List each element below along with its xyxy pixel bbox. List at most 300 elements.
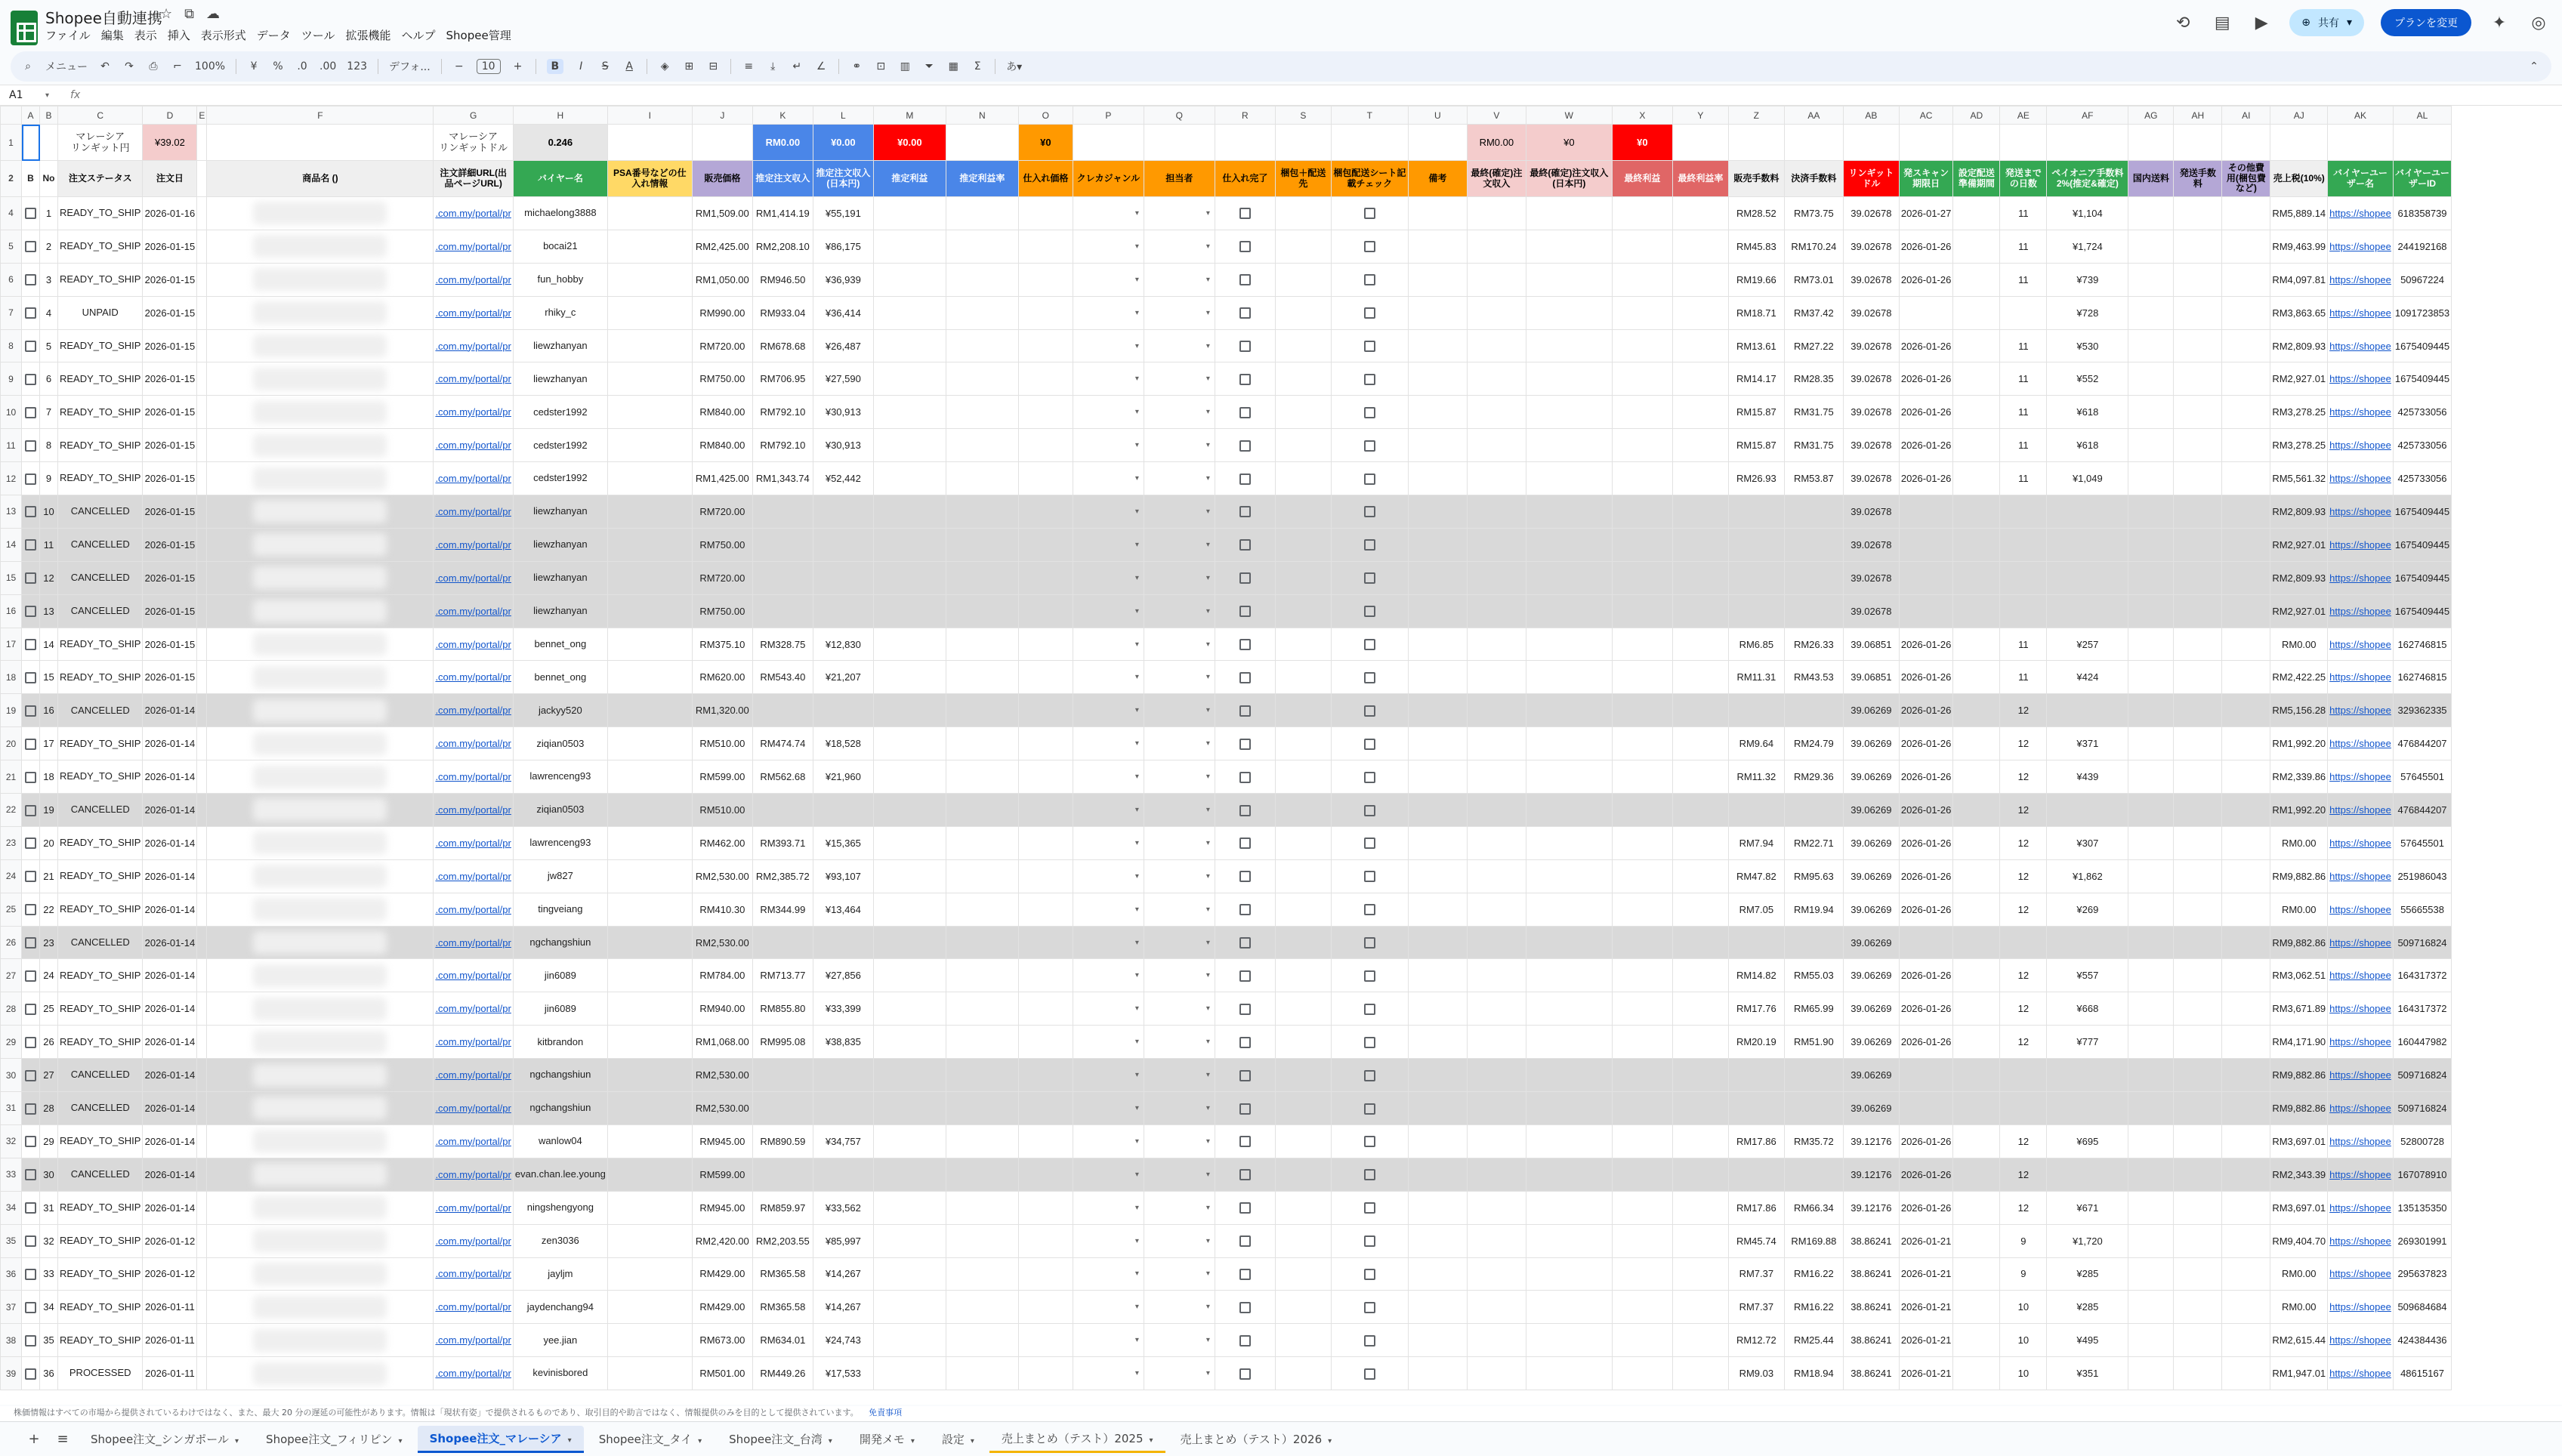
buyer-profile-link[interactable]: https://shopee: [2328, 926, 2394, 959]
sale-price[interactable]: RM410.30: [692, 893, 752, 926]
checkbox[interactable]: [1364, 307, 1375, 319]
order-url[interactable]: .com.my/portal/pr: [434, 462, 513, 495]
final-income[interactable]: [1467, 230, 1526, 263]
buyer-user-id[interactable]: 618358739: [2393, 197, 2451, 230]
sheet-tab[interactable]: [418, 1426, 584, 1453]
order-status[interactable]: READY_TO_SHIP: [58, 727, 143, 760]
remarks[interactable]: [1408, 727, 1467, 760]
cell[interactable]: [197, 462, 207, 495]
package-destination[interactable]: [1275, 794, 1331, 827]
final-profit-rate[interactable]: [1672, 1324, 1728, 1357]
payoneer-fee[interactable]: [2047, 594, 2128, 628]
order-url[interactable]: .com.my/portal/pr: [434, 561, 513, 594]
order-no[interactable]: 30: [40, 1158, 58, 1191]
row-checkbox-cell[interactable]: [22, 396, 40, 429]
shipping-prep-period[interactable]: [1953, 230, 2000, 263]
sheet-tab[interactable]: [254, 1427, 415, 1451]
column-header[interactable]: AJ: [2270, 106, 2328, 125]
order-date[interactable]: 2026-01-14: [143, 727, 197, 760]
align-horizontal-icon[interactable]: ≡: [744, 60, 754, 72]
checkbox[interactable]: [1239, 1169, 1251, 1180]
packing-sheet-check-cell[interactable]: [1331, 429, 1408, 462]
est-profit[interactable]: [873, 329, 946, 362]
sales-tax[interactable]: RM3,697.01: [2270, 1124, 2328, 1158]
document-title[interactable]: Shopee自動連携: [45, 9, 162, 27]
row-header[interactable]: 23: [1, 826, 22, 859]
est-income[interactable]: [752, 926, 813, 959]
remarks[interactable]: [1408, 197, 1467, 230]
checkbox[interactable]: [1364, 606, 1375, 617]
card-genre-dropdown[interactable]: [1073, 1257, 1144, 1291]
purchase-price[interactable]: [1018, 1224, 1073, 1257]
order-status[interactable]: CANCELLED: [58, 561, 143, 594]
purchase-price[interactable]: [1018, 893, 1073, 926]
payment-fee[interactable]: RM51.90: [1784, 1026, 1843, 1059]
est-income[interactable]: RM1,414.19: [752, 197, 813, 230]
order-url[interactable]: .com.my/portal/pr: [434, 594, 513, 628]
insert-comment-icon[interactable]: ⊡: [876, 60, 886, 72]
ringgit-dollar-rate[interactable]: 39.06269: [1843, 926, 1899, 959]
remarks[interactable]: [1408, 561, 1467, 594]
final-income-jpy[interactable]: [1526, 893, 1612, 926]
shipping-fee[interactable]: [2174, 1092, 2222, 1125]
purchase-price[interactable]: [1018, 230, 1073, 263]
packing-sheet-check-cell[interactable]: [1331, 694, 1408, 727]
order-url[interactable]: .com.my/portal/pr: [434, 694, 513, 727]
package-destination[interactable]: [1275, 1291, 1331, 1324]
merge-cells-icon[interactable]: ⊟: [708, 60, 718, 72]
order-url[interactable]: .com.my/portal/pr: [434, 992, 513, 1026]
ringgit-dollar-rate[interactable]: 39.02678: [1843, 296, 1899, 329]
sales-fee[interactable]: RM17.86: [1728, 1191, 1784, 1224]
chevron-down-icon[interactable]: ▾: [1134, 1103, 1139, 1112]
est-income-jpy[interactable]: ¥86,175: [813, 230, 873, 263]
sales-tax[interactable]: RM3,671.89: [2270, 992, 2328, 1026]
package-destination[interactable]: [1275, 462, 1331, 495]
row-checkbox-cell[interactable]: [22, 462, 40, 495]
shipping-fee[interactable]: [2174, 926, 2222, 959]
est-profit-rate[interactable]: [946, 794, 1018, 827]
other-costs[interactable]: [2222, 727, 2270, 760]
shipping-prep-period[interactable]: [1953, 362, 2000, 396]
sales-tax[interactable]: RM4,097.81: [2270, 263, 2328, 296]
assignee-dropdown[interactable]: [1144, 296, 1215, 329]
checkbox[interactable]: [1239, 1136, 1251, 1147]
buyer-user-id[interactable]: 425733056: [2393, 396, 2451, 429]
est-income-jpy[interactable]: ¥33,562: [813, 1191, 873, 1224]
order-no[interactable]: 34: [40, 1291, 58, 1324]
order-url[interactable]: .com.my/portal/pr: [434, 1257, 513, 1291]
row-header[interactable]: 16: [1, 594, 22, 628]
days-until-shipment[interactable]: [2000, 561, 2047, 594]
order-status[interactable]: CANCELLED: [58, 1092, 143, 1125]
domestic-shipping[interactable]: [2128, 694, 2174, 727]
row-checkbox-cell[interactable]: [22, 594, 40, 628]
packing-sheet-check-cell[interactable]: [1331, 893, 1408, 926]
psa-info[interactable]: [607, 760, 692, 794]
row-header[interactable]: 17: [1, 628, 22, 661]
order-no[interactable]: 24: [40, 959, 58, 992]
row-header[interactable]: 11: [1, 429, 22, 462]
est-income-jpy[interactable]: [813, 794, 873, 827]
final-income-jpy[interactable]: [1526, 1324, 1612, 1357]
order-url[interactable]: .com.my/portal/pr: [434, 1026, 513, 1059]
card-genre-dropdown[interactable]: [1073, 727, 1144, 760]
add-sheet-icon[interactable]: +: [28, 1431, 40, 1447]
buyer-name[interactable]: michaelong3888: [513, 197, 607, 230]
domestic-shipping[interactable]: [2128, 197, 2174, 230]
ringgit-dollar-rate[interactable]: 39.02678: [1843, 594, 1899, 628]
product-name-redacted[interactable]: [207, 462, 434, 495]
order-url[interactable]: .com.my/portal/pr: [434, 1059, 513, 1092]
column-title[interactable]: 発送までの日数: [2000, 161, 2047, 197]
checkbox[interactable]: [25, 1070, 36, 1081]
cell[interactable]: [197, 1324, 207, 1357]
purchase-done-cell[interactable]: [1215, 859, 1275, 893]
column-title[interactable]: 決済手数料: [1784, 161, 1843, 197]
card-genre-dropdown[interactable]: [1073, 859, 1144, 893]
payoneer-fee[interactable]: ¥695: [2047, 1124, 2128, 1158]
order-url[interactable]: .com.my/portal/pr: [434, 628, 513, 661]
shipping-fee[interactable]: [2174, 959, 2222, 992]
final-profit[interactable]: [1612, 561, 1672, 594]
scan-deadline[interactable]: [1899, 495, 1953, 529]
sales-fee[interactable]: [1728, 1158, 1784, 1191]
checkbox[interactable]: [1364, 1368, 1375, 1380]
currency-format-button[interactable]: ¥: [250, 60, 258, 72]
buyer-profile-link[interactable]: https://shopee: [2328, 594, 2394, 628]
final-income-jpy[interactable]: [1526, 296, 1612, 329]
est-income-jpy[interactable]: [813, 1092, 873, 1125]
column-title[interactable]: PSA番号などの仕入れ情報: [607, 161, 692, 197]
checkbox[interactable]: [1239, 606, 1251, 617]
final-income[interactable]: [1467, 528, 1526, 561]
checkbox[interactable]: [1364, 805, 1375, 816]
remarks[interactable]: [1408, 992, 1467, 1026]
checkbox[interactable]: [25, 241, 36, 252]
purchase-price[interactable]: [1018, 926, 1073, 959]
payment-fee[interactable]: RM73.75: [1784, 197, 1843, 230]
buyer-user-id[interactable]: 52800728: [2393, 1124, 2451, 1158]
menu-item[interactable]: 拡張機能: [345, 29, 391, 42]
buyer-name[interactable]: ziqian0503: [513, 794, 607, 827]
redo-icon[interactable]: ↷: [125, 60, 134, 72]
ringgit-dollar-rate[interactable]: 39.02678: [1843, 462, 1899, 495]
collapse-toolbar-icon[interactable]: ⌃: [2530, 60, 2539, 72]
domestic-shipping[interactable]: [2128, 263, 2174, 296]
payoneer-fee[interactable]: [2047, 926, 2128, 959]
final-income[interactable]: [1467, 462, 1526, 495]
final-income-jpy[interactable]: [1526, 1291, 1612, 1324]
shipping-fee[interactable]: [2174, 1257, 2222, 1291]
row-header[interactable]: 15: [1, 561, 22, 594]
remarks[interactable]: [1408, 893, 1467, 926]
ringgit-dollar-rate[interactable]: 39.02678: [1843, 362, 1899, 396]
row-header[interactable]: 22: [1, 794, 22, 827]
final-profit[interactable]: [1612, 197, 1672, 230]
buyer-user-id[interactable]: 162746815: [2393, 628, 2451, 661]
buyer-user-id[interactable]: 1091723853: [2393, 296, 2451, 329]
payoneer-fee[interactable]: [2047, 528, 2128, 561]
sales-tax[interactable]: RM3,278.25: [2270, 396, 2328, 429]
shipping-prep-period[interactable]: [1953, 495, 2000, 529]
chevron-down-icon[interactable]: ▾: [1134, 1269, 1139, 1279]
est-income-jpy[interactable]: [813, 495, 873, 529]
est-income-jpy[interactable]: [813, 926, 873, 959]
packing-sheet-check-cell[interactable]: [1331, 1092, 1408, 1125]
checkbox[interactable]: [1239, 572, 1251, 584]
final-income[interactable]: [1467, 1158, 1526, 1191]
column-title[interactable]: 注文詳細URL(出品ページURL): [434, 161, 513, 197]
order-date[interactable]: 2026-01-14: [143, 1092, 197, 1125]
buyer-name[interactable]: wanlow04: [513, 1124, 607, 1158]
comments-icon[interactable]: ▤: [2214, 13, 2230, 32]
row-header[interactable]: 1: [1, 125, 22, 161]
menu-item[interactable]: 編集: [100, 29, 124, 42]
column-title[interactable]: 販売価格: [692, 161, 752, 197]
buyer-name[interactable]: rhiky_c: [513, 296, 607, 329]
order-status[interactable]: CANCELLED: [58, 694, 143, 727]
assignee-dropdown[interactable]: [1144, 263, 1215, 296]
order-no[interactable]: 22: [40, 893, 58, 926]
checkbox[interactable]: [1239, 1335, 1251, 1346]
chevron-down-icon[interactable]: ▾: [1134, 640, 1139, 649]
cell[interactable]: [197, 859, 207, 893]
sales-tax[interactable]: RM9,882.86: [2270, 1059, 2328, 1092]
column-title[interactable]: [197, 161, 207, 197]
final-profit-rate[interactable]: [1672, 263, 1728, 296]
row-checkbox-cell[interactable]: [22, 528, 40, 561]
psa-info[interactable]: [607, 1092, 692, 1125]
column-title[interactable]: 注文ステータス: [58, 161, 143, 197]
order-status[interactable]: READY_TO_SHIP: [58, 1026, 143, 1059]
checkbox[interactable]: [25, 1368, 36, 1380]
est-profit-rate[interactable]: [946, 760, 1018, 794]
assignee-dropdown[interactable]: [1144, 429, 1215, 462]
column-title[interactable]: 設定配送準備期間: [1953, 161, 2000, 197]
row-header[interactable]: 12: [1, 462, 22, 495]
shipping-prep-period[interactable]: [1953, 859, 2000, 893]
order-status[interactable]: READY_TO_SHIP: [58, 628, 143, 661]
final-income-jpy[interactable]: [1526, 462, 1612, 495]
buyer-name[interactable]: bocai21: [513, 230, 607, 263]
final-profit[interactable]: [1612, 628, 1672, 661]
product-name-redacted[interactable]: [207, 694, 434, 727]
align-vertical-icon[interactable]: ⤓: [770, 60, 776, 72]
buyer-name[interactable]: fun_hobby: [513, 263, 607, 296]
row-header[interactable]: 32: [1, 1124, 22, 1158]
sales-fee[interactable]: RM28.52: [1728, 197, 1784, 230]
buyer-profile-link[interactable]: https://shopee: [2328, 760, 2394, 794]
product-name-redacted[interactable]: [207, 230, 434, 263]
menu-item[interactable]: 挿入: [167, 29, 190, 42]
order-no[interactable]: 6: [40, 362, 58, 396]
column-header[interactable]: D: [143, 106, 197, 125]
final-profit[interactable]: [1612, 1124, 1672, 1158]
purchase-price[interactable]: [1018, 1158, 1073, 1191]
checkbox[interactable]: [1239, 1070, 1251, 1081]
payoneer-fee[interactable]: [2047, 794, 2128, 827]
row-header[interactable]: 21: [1, 760, 22, 794]
payoneer-fee[interactable]: ¥1,104: [2047, 197, 2128, 230]
package-destination[interactable]: [1275, 826, 1331, 859]
chevron-down-icon[interactable]: ▾: [1205, 1071, 1210, 1080]
psa-info[interactable]: [607, 859, 692, 893]
other-costs[interactable]: [2222, 661, 2270, 694]
sales-tax[interactable]: RM0.00: [2270, 893, 2328, 926]
final-income-jpy[interactable]: [1526, 263, 1612, 296]
est-income-jpy[interactable]: ¥24,743: [813, 1324, 873, 1357]
row-checkbox-cell[interactable]: [22, 495, 40, 529]
domestic-shipping[interactable]: [2128, 992, 2174, 1026]
shipping-prep-period[interactable]: [1953, 992, 2000, 1026]
est-profit-rate[interactable]: [946, 561, 1018, 594]
row-checkbox-cell[interactable]: [22, 926, 40, 959]
domestic-shipping[interactable]: [2128, 1324, 2174, 1357]
scan-deadline[interactable]: 2026-01-26: [1899, 859, 1953, 893]
buyer-user-id[interactable]: 509716824: [2393, 1092, 2451, 1125]
cell[interactable]: [946, 125, 1018, 161]
assignee-dropdown[interactable]: [1144, 594, 1215, 628]
payoneer-fee[interactable]: [2047, 1059, 2128, 1092]
order-no[interactable]: 2: [40, 230, 58, 263]
shipping-prep-period[interactable]: [1953, 926, 2000, 959]
chevron-down-icon[interactable]: ▾: [1134, 540, 1139, 549]
row-header[interactable]: 38: [1, 1324, 22, 1357]
column-header[interactable]: AB: [1843, 106, 1899, 125]
row-header[interactable]: 31: [1, 1092, 22, 1125]
ringgit-dollar-rate[interactable]: 39.02678: [1843, 495, 1899, 529]
ringgit-dollar-rate[interactable]: 39.06269: [1843, 694, 1899, 727]
row-header[interactable]: 9: [1, 362, 22, 396]
cell[interactable]: [197, 263, 207, 296]
scan-deadline[interactable]: 2026-01-26: [1899, 628, 1953, 661]
checkbox[interactable]: [1239, 341, 1251, 352]
ringgit-dollar-rate[interactable]: 38.86241: [1843, 1324, 1899, 1357]
input-tools-icon[interactable]: あ▾: [1006, 61, 1023, 73]
buyer-name[interactable]: bennet_ong: [513, 661, 607, 694]
sale-price[interactable]: RM940.00: [692, 992, 752, 1026]
order-url[interactable]: .com.my/portal/pr: [434, 661, 513, 694]
est-profit-rate[interactable]: [946, 628, 1018, 661]
buyer-name[interactable]: jw827: [513, 859, 607, 893]
psa-info[interactable]: [607, 561, 692, 594]
packing-sheet-check-cell[interactable]: [1331, 1124, 1408, 1158]
domestic-shipping[interactable]: [2128, 396, 2174, 429]
checkbox[interactable]: [1239, 838, 1251, 849]
row-header[interactable]: 29: [1, 1026, 22, 1059]
order-date[interactable]: 2026-01-14: [143, 1059, 197, 1092]
checkbox[interactable]: [25, 937, 36, 949]
est-profit-rate[interactable]: [946, 230, 1018, 263]
purchase-done-cell[interactable]: [1215, 826, 1275, 859]
chevron-down-icon[interactable]: ▾: [1134, 606, 1139, 615]
psa-info[interactable]: [607, 1357, 692, 1390]
checkbox[interactable]: [1239, 871, 1251, 882]
checkbox[interactable]: [25, 1004, 36, 1015]
days-until-shipment[interactable]: [2000, 528, 2047, 561]
package-destination[interactable]: [1275, 1224, 1331, 1257]
payoneer-fee[interactable]: ¥618: [2047, 429, 2128, 462]
order-no[interactable]: 18: [40, 760, 58, 794]
payoneer-fee[interactable]: [2047, 1158, 2128, 1191]
buyer-profile-link[interactable]: https://shopee: [2328, 495, 2394, 529]
final-profit[interactable]: [1612, 661, 1672, 694]
filter-views-icon[interactable]: ▦: [948, 60, 958, 72]
chevron-down-icon[interactable]: ▾: [1205, 375, 1210, 384]
order-date[interactable]: 2026-01-11: [143, 1357, 197, 1390]
search-menu-icon[interactable]: ⌕: [25, 60, 31, 72]
scan-deadline[interactable]: 2026-01-26: [1899, 1026, 1953, 1059]
column-header[interactable]: AF: [2047, 106, 2128, 125]
domestic-shipping[interactable]: [2128, 826, 2174, 859]
sale-price[interactable]: RM2,420.00: [692, 1224, 752, 1257]
checkbox[interactable]: [25, 772, 36, 783]
other-costs[interactable]: [2222, 1357, 2270, 1390]
shipping-fee[interactable]: [2174, 230, 2222, 263]
buyer-profile-link[interactable]: https://shopee: [2328, 263, 2394, 296]
payment-fee[interactable]: RM55.03: [1784, 959, 1843, 992]
product-name-redacted[interactable]: [207, 528, 434, 561]
remarks[interactable]: [1408, 1357, 1467, 1390]
checkbox[interactable]: [1364, 672, 1375, 683]
final-profit[interactable]: [1612, 1291, 1672, 1324]
payoneer-fee[interactable]: ¥495: [2047, 1324, 2128, 1357]
payment-fee[interactable]: [1784, 1059, 1843, 1092]
package-destination[interactable]: [1275, 1191, 1331, 1224]
ringgit-dollar-rate[interactable]: 39.06269: [1843, 826, 1899, 859]
sales-fee[interactable]: RM11.31: [1728, 661, 1784, 694]
sales-fee[interactable]: RM9.03: [1728, 1357, 1784, 1390]
days-until-shipment[interactable]: 11: [2000, 197, 2047, 230]
column-header[interactable]: H: [513, 106, 607, 125]
final-profit[interactable]: [1612, 495, 1672, 529]
order-url[interactable]: .com.my/portal/pr: [434, 1357, 513, 1390]
packing-sheet-check-cell[interactable]: [1331, 794, 1408, 827]
buyer-profile-link[interactable]: https://shopee: [2328, 628, 2394, 661]
sale-price[interactable]: RM840.00: [692, 429, 752, 462]
psa-info[interactable]: [607, 1059, 692, 1092]
purchase-price[interactable]: [1018, 727, 1073, 760]
purchase-price[interactable]: [1018, 594, 1073, 628]
scan-deadline[interactable]: 2026-01-21: [1899, 1257, 1953, 1291]
checkbox[interactable]: [1239, 474, 1251, 485]
psa-info[interactable]: [607, 661, 692, 694]
days-until-shipment[interactable]: 12: [2000, 760, 2047, 794]
final-income[interactable]: [1467, 1357, 1526, 1390]
row-checkbox-cell[interactable]: [22, 362, 40, 396]
est-income[interactable]: RM678.68: [752, 329, 813, 362]
ringgit-dollar-rate[interactable]: 39.06269: [1843, 727, 1899, 760]
chevron-down-icon[interactable]: ▾: [1134, 308, 1139, 317]
column-header[interactable]: I: [607, 106, 692, 125]
cell[interactable]: [197, 760, 207, 794]
row-header[interactable]: 34: [1, 1191, 22, 1224]
final-income-jpy[interactable]: [1526, 760, 1612, 794]
scan-deadline[interactable]: 2026-01-26: [1899, 959, 1953, 992]
buyer-profile-link[interactable]: https://shopee: [2328, 694, 2394, 727]
sale-price[interactable]: RM720.00: [692, 495, 752, 529]
remarks[interactable]: [1408, 429, 1467, 462]
est-profit-rate[interactable]: [946, 727, 1018, 760]
total-purchase-price[interactable]: ¥0: [1018, 125, 1073, 161]
final-profit-rate[interactable]: [1672, 1124, 1728, 1158]
remarks[interactable]: [1408, 396, 1467, 429]
payment-fee[interactable]: RM65.99: [1784, 992, 1843, 1026]
psa-info[interactable]: [607, 1026, 692, 1059]
est-income[interactable]: RM1,343.74: [752, 462, 813, 495]
sales-tax[interactable]: RM4,171.90: [2270, 1026, 2328, 1059]
